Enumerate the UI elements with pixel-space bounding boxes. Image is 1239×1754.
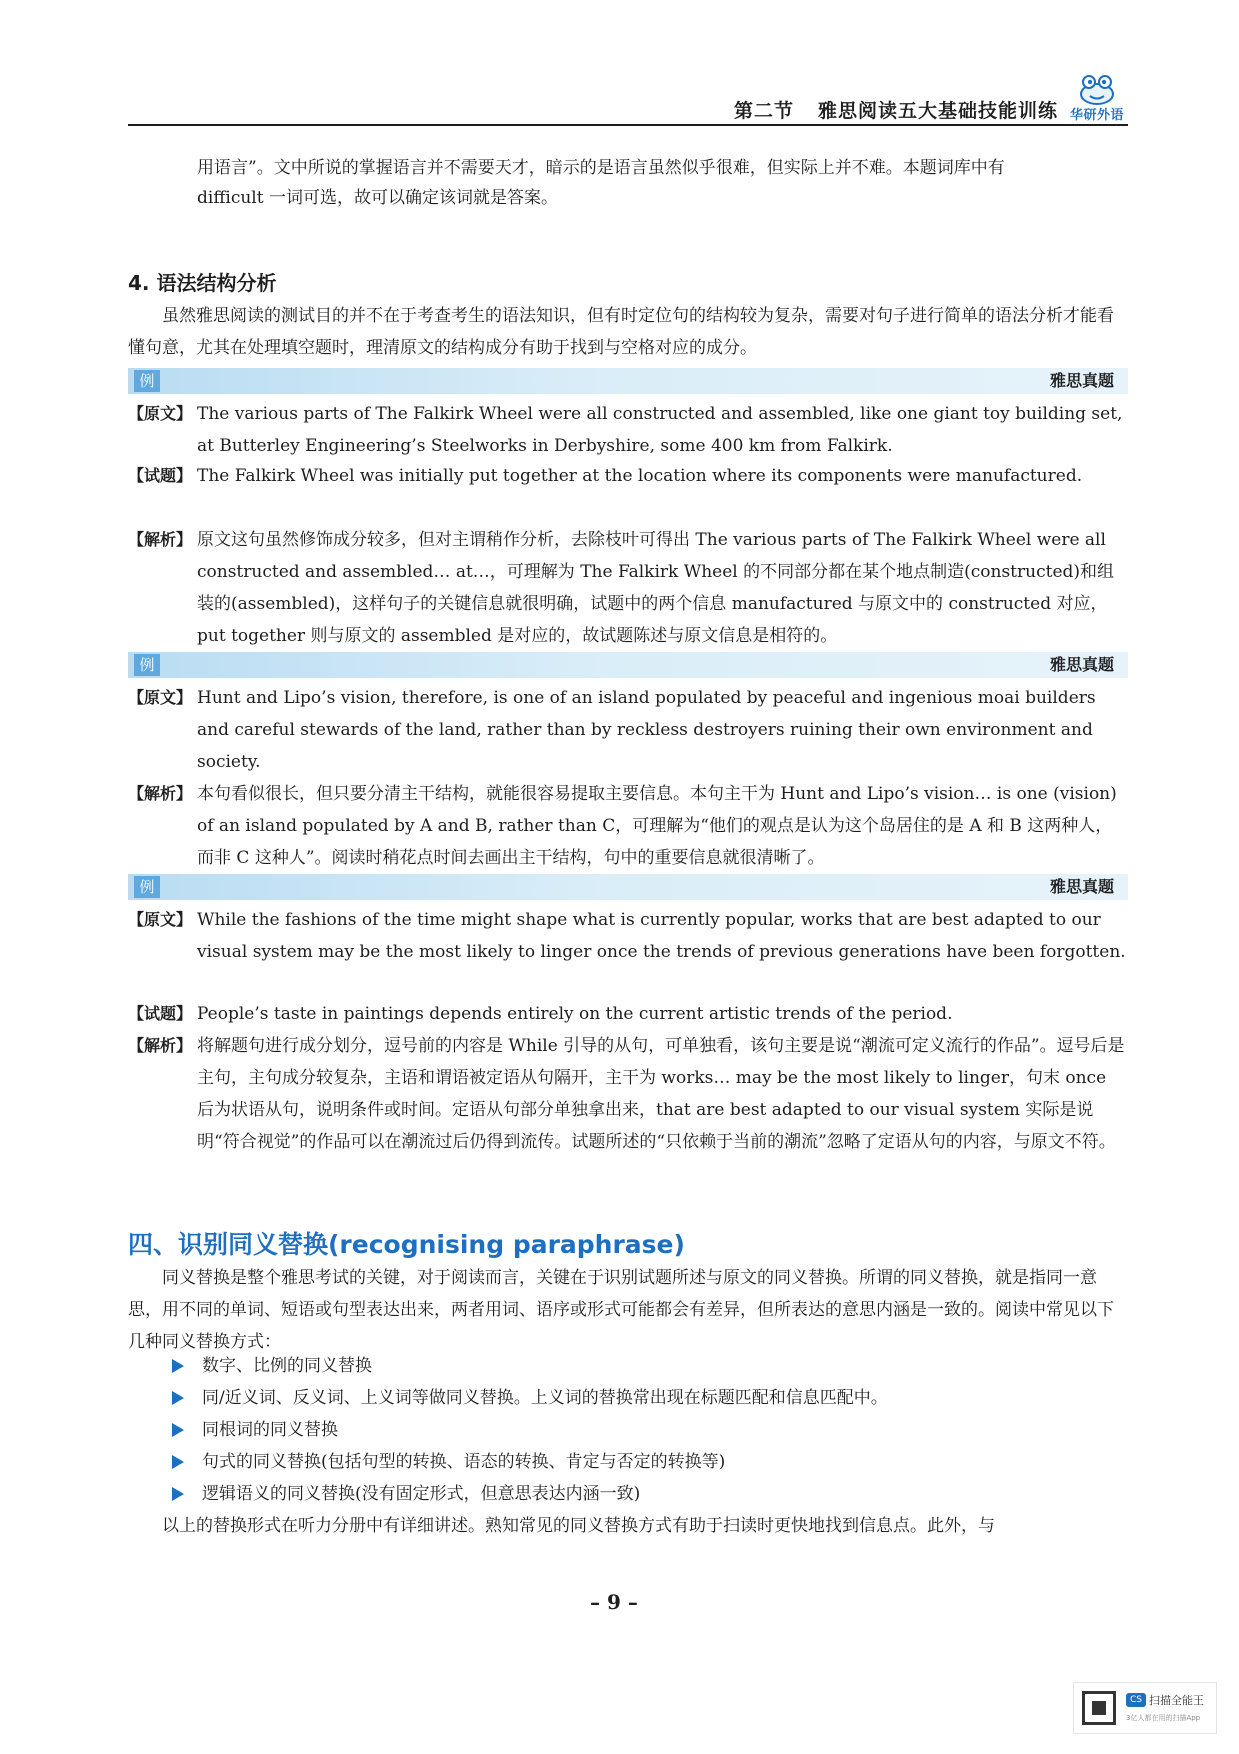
original-text: The various parts of The Falkirk Wheel were all constructed and assembled, like one giant toy building set, at Butterley Engineering’s Steelworks in Derbyshire, some 400 km from Falkirk.: [197, 404, 1123, 456]
bullet-text: 同根词的同义替换: [202, 1420, 338, 1440]
header-title: [734, 96, 1058, 123]
grammar-heading: 4. 语法结构分析: [128, 271, 277, 295]
publisher-logo: [1066, 72, 1128, 126]
triangle-bullet-icon: [172, 1391, 184, 1405]
label-original: 【原文】: [128, 688, 193, 707]
triangle-bullet-icon: [172, 1455, 184, 1469]
intro-line-1: 用语言”。文中所说的掌握语言并不需要天才，暗示的是语言虽然似乎很难，但实际上并不难。本题词库中有: [197, 158, 1005, 178]
section-paragraph: 同义替换是整个雅思考试的关键，对于阅读而言，关键在于识别试题所述与原文的同义替换。所谓的同义替换，就是指同一意思，用不同的单词、短语或句型表达出来，两者用词、语序或形式可能都会有差异，但所表达的意思内涵是一致的。阅读中常见以下几种同义替换方式：: [128, 1268, 1114, 1352]
camscanner-logo-icon: CS: [1126, 1693, 1146, 1707]
logo-text: 华研外语: [1069, 108, 1124, 123]
grammar-paragraph: 虽然雅思阅读的测试目的并不在于考查考生的语法知识，但有时定位句的结构较为复杂，需要对句子进行简单的语法分析才能看懂句意，尤其在处理填空题时，理清原文的结构成分有助于找到与空格对应的成分。: [128, 306, 1114, 358]
section-title: 四、识别同义替换(recognising paraphrase): [128, 1230, 685, 1259]
bullet-text: 同/近义词、反义词、上义词等做同义替换。上义词的替换常出现在标题匹配和信息匹配中。: [202, 1388, 888, 1408]
example-source: 雅思真题: [1049, 877, 1114, 896]
analysis-text: 本句看似很长，但只要分清主干结构，就能很容易提取主要信息。本句主干为 Hunt and Lipo’s vision… is one (vision) of an island populated by A and B, rather than C，可理解为“他们的观点是认为这个岛居住的是 A 和 B 这两种人，而非 C 这种人”。阅读时稍花点时间去画出主干结构，句中的重要信息就很清晰了。: [197, 784, 1117, 868]
bullet-text: 数字、比例的同义替换: [202, 1356, 372, 1376]
frog-mascot-icon: [1066, 72, 1128, 106]
running-header: [128, 84, 1128, 130]
bullet-text: 逻辑语义的同义替换(没有固定形式，但意思表达内涵一致): [202, 1484, 641, 1504]
triangle-bullet-icon: [172, 1487, 184, 1501]
question-text: The Falkirk Wheel was initially put together at the location where its components were manufactured.: [197, 466, 1083, 486]
analysis-text: 将解题句进行成分划分，逗号前的内容是 While 引导的从句，可单独看，该句主要是说“潮流可定义流行的作品”。逗号后是主句，主句成分较复杂，主语和谓语被定语从句隔开，主干为 works… may be the most likely to linger，句末 once 后为状语从句，说明条件或时间。定语从句部分单独拿出来，that are best adapted to our visual system 实际是说明“符合视觉”的作品可以在潮流过后仍得到流传。试题所述的“只依赖于当前的潮流”忽略了定语从句的内容，与原文不符。: [197, 1036, 1125, 1152]
example-tag: 例: [134, 876, 160, 898]
page-number: – 9 –: [590, 1590, 638, 1614]
watermark-subtitle: 3亿人都在用的扫描App: [1126, 1714, 1201, 1722]
header-chapter-title: 雅思阅读五大基础技能训练: [817, 100, 1058, 122]
header-rule: [128, 124, 1128, 126]
example-bar-2: [128, 652, 1128, 678]
example-bar-1: [128, 368, 1128, 394]
example-source: 雅思真题: [1049, 371, 1114, 390]
bullet-text: 句式的同义替换(包括句型的转换、语态的转换、肯定与否定的转换等): [202, 1452, 726, 1472]
scanner-watermark: [1073, 1682, 1217, 1734]
qr-code-icon: [1082, 1691, 1116, 1725]
original-text: Hunt and Lipo’s vision, therefore, is one of an island populated by peaceful and ingenious moai builders and careful stewards of the land, rather than by reckless destroyers ruining their own environment and society.: [197, 688, 1096, 772]
example-source: 雅思真题: [1049, 655, 1114, 674]
example-bar-3: [128, 874, 1128, 900]
label-question: 【试题】: [128, 466, 193, 485]
label-question: 【试题】: [128, 1004, 193, 1023]
question-text: People’s taste in paintings depends entirely on the current artistic trends of the period.: [197, 1004, 953, 1024]
triangle-bullet-icon: [172, 1359, 184, 1373]
analysis-text: 原文这句虽然修饰成分较多，但对主谓稍作分析，去除枝叶可得出 The various parts of The Falkirk Wheel were all constructed and assembled… at…，可理解为 The Falkirk Wheel 的不同部分都在某个地点制造(constructed)和组装的(assembled)，这样句子的关键信息就很明确，试题中的两个信息 manufactured 与原文中的 constructed 对应，put together 则与原文的 assembled 是对应的，故试题陈述与原文信息是相符的。: [197, 530, 1115, 646]
example-tag: 例: [134, 370, 160, 392]
label-original: 【原文】: [128, 404, 193, 423]
label-analysis: 【解析】: [128, 784, 193, 803]
triangle-bullet-icon: [172, 1423, 184, 1437]
label-analysis: 【解析】: [128, 1036, 193, 1055]
example-tag: 例: [134, 654, 160, 676]
intro-line-2: difficult 一词可选，故可以确定该词就是答案。: [197, 188, 558, 208]
label-analysis: 【解析】: [128, 530, 193, 549]
watermark-title: 扫描全能王: [1149, 1694, 1204, 1707]
label-original: 【原文】: [128, 910, 193, 929]
original-text: While the fashions of the time might shape what is currently popular, works that are best adapted to our visual system may be the most likely to linger once the trends of previous generations have been forgotten.: [197, 910, 1126, 962]
header-section: 第二节: [733, 100, 794, 122]
closing-line: 以上的替换形式在听力分册中有详细讲述。熟知常见的同义替换方式有助于扫读时更快地找到信息点。此外，与: [162, 1516, 995, 1536]
